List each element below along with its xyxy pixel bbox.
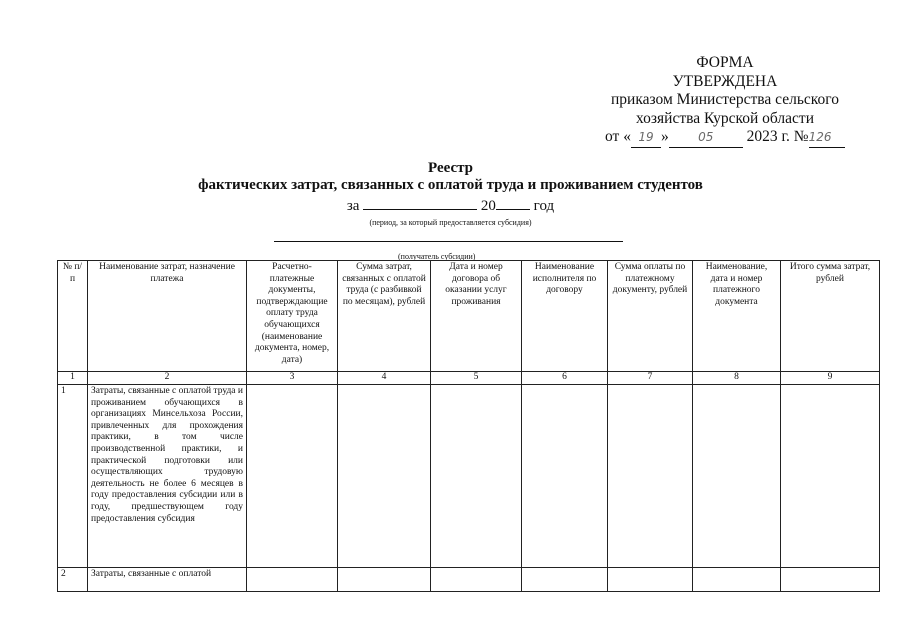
approval-approved-label: УТВЕРЖДЕНА bbox=[672, 72, 778, 90]
period-note: (период, за который предоставляется субсидия) bbox=[369, 218, 532, 227]
empty-cell bbox=[522, 568, 608, 592]
year-blank bbox=[496, 195, 530, 210]
approval-order-line: приказом Министерства сельского bbox=[610, 91, 839, 108]
empty-cell bbox=[781, 568, 880, 592]
date-prefix: от « bbox=[605, 128, 631, 145]
period-blank bbox=[363, 195, 477, 210]
column-number: 2 bbox=[88, 372, 247, 385]
approval-form-label: ФОРМА bbox=[696, 54, 754, 71]
period-suffix: год bbox=[533, 198, 555, 214]
table-row bbox=[58, 385, 880, 568]
document-title: Реестр bbox=[427, 160, 473, 176]
header-payment-documents: Расчетно-платежные документы, подтверждающие оплату труда обучающихся (наименование документа, номер, дата) bbox=[247, 261, 338, 372]
column-number: 3 bbox=[247, 372, 338, 385]
approval-ministry-line: хозяйства Курской области bbox=[635, 109, 814, 127]
empty-cell bbox=[522, 385, 608, 568]
row-number: 2 bbox=[58, 568, 88, 592]
empty-cell bbox=[247, 385, 338, 568]
header-contract-date-number: Дата и номер договора об оказании услуг проживания bbox=[431, 261, 522, 372]
row-cost-name: Затраты, связанные с оплатой bbox=[88, 568, 247, 592]
column-number: 9 bbox=[781, 372, 880, 385]
approval-block bbox=[560, 54, 890, 148]
recipient-note: (получатель субсидии) bbox=[398, 252, 476, 261]
empty-cell bbox=[247, 568, 338, 592]
empty-cell bbox=[431, 385, 522, 568]
handwritten-number: 126 bbox=[808, 130, 832, 144]
date-mid: » bbox=[660, 128, 669, 145]
column-number: 8 bbox=[693, 372, 781, 385]
column-number: 4 bbox=[338, 372, 431, 385]
document-subtitle: фактических затрат, связанных с оплатой труда и проживанием студентов bbox=[198, 177, 703, 193]
column-number: 5 bbox=[431, 372, 522, 385]
header-contractor-name: Наименование исполнителя по договору bbox=[522, 261, 608, 372]
handwritten-month: 05 bbox=[698, 130, 714, 144]
column-number: 1 bbox=[58, 372, 88, 385]
approval-date-line bbox=[560, 128, 890, 148]
empty-cell bbox=[608, 568, 693, 592]
empty-cell bbox=[608, 385, 693, 568]
header-number: № п/п bbox=[58, 261, 88, 372]
empty-cell bbox=[693, 385, 781, 568]
row-number: 1 bbox=[58, 385, 88, 568]
registry-table bbox=[57, 260, 880, 592]
empty-cell bbox=[338, 568, 431, 592]
empty-cell bbox=[693, 568, 781, 592]
handwritten-day: 19 bbox=[638, 130, 654, 144]
date-year: 2023 г. № bbox=[746, 128, 809, 145]
empty-cell bbox=[431, 568, 522, 592]
period-prefix: за bbox=[346, 198, 360, 214]
row-cost-name: Затраты, связанные с оплатой труда и проживанием обучающихся в организациях Минсельхоза России, привлеченных для прохождения практики, в том числе производственной практики, и практической подготовки или осуществляющих трудовую деятельность не более 6 месяцев в году предоставления субсидии или в году, предшествующем году предоставления субсидия bbox=[88, 385, 247, 568]
header-payment-sum: Сумма оплаты по платежному документу, рублей bbox=[608, 261, 693, 372]
header-cost-name: Наименование затрат, назначение платежа bbox=[88, 261, 247, 372]
recipient-line bbox=[274, 241, 623, 242]
empty-cell bbox=[781, 385, 880, 568]
header-labor-cost-sum: Сумма затрат, связанных с оплатой труда (с разбивкой по месяцам), рублей bbox=[338, 261, 431, 372]
column-number: 7 bbox=[608, 372, 693, 385]
table-row bbox=[58, 568, 880, 592]
column-number: 6 bbox=[522, 372, 608, 385]
header-payment-doc-details: Наименование, дата и номер платежного документа bbox=[693, 261, 781, 372]
header-total-sum: Итого сумма затрат, рублей bbox=[781, 261, 880, 372]
period-year-prefix: 20 bbox=[480, 198, 496, 214]
period-line bbox=[0, 195, 901, 215]
empty-cell bbox=[338, 385, 431, 568]
